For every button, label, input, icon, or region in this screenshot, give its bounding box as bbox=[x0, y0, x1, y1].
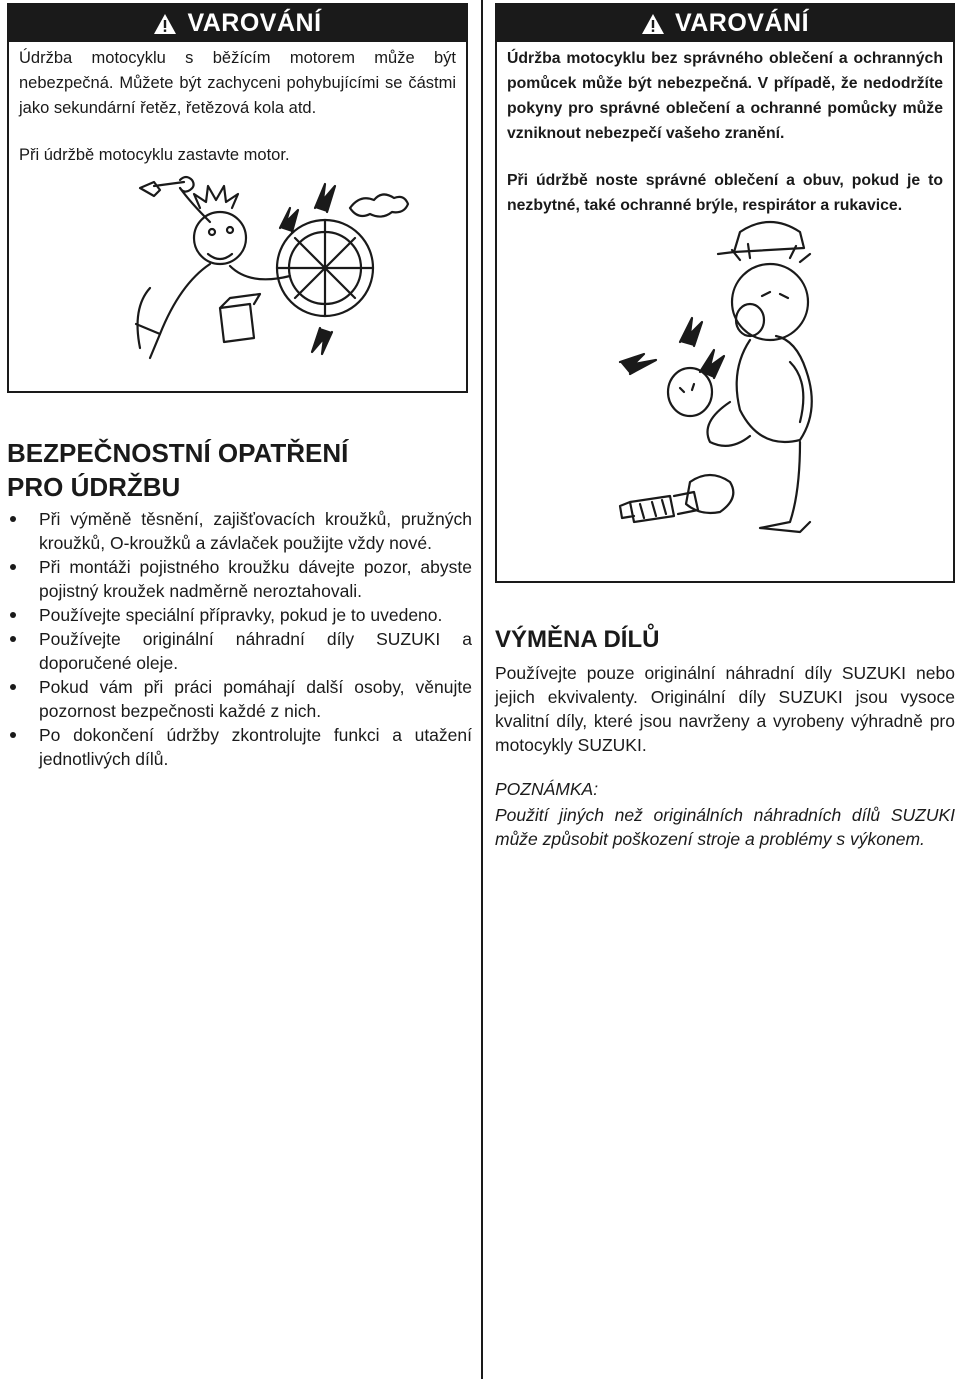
warning-paragraph: Údržba motocyklu bez správného oblečení a ochranných pomůcek může být nebezpečná. V případě, že nedodržíte pokyny pro správné oblečení a ochranné pomůcky může vzniknout nebezpečí vašeho zranění. bbox=[507, 50, 943, 142]
safety-list bbox=[7, 507, 472, 771]
warning-paragraph: Údržba motocyklu s běžícím motorem může být nebezpečná. Můžete být zachyceni pohybujícími se částmi jako sekundární řetěz, řetězová kola atd. bbox=[19, 49, 456, 117]
mechanic-dropped-part-on-foot-illustration bbox=[600, 212, 930, 562]
warning-triangle-icon bbox=[641, 13, 665, 35]
warning-text bbox=[19, 46, 456, 168]
column-divider bbox=[481, 0, 483, 1379]
list-item: Při výměně těsnění, zajišťovacích kroužků, pružných kroužků, O-kroužků a závlaček použijte vždy nové. bbox=[7, 507, 472, 555]
list-item: Používejte speciální přípravky, pokud je to uvedeno. bbox=[7, 603, 472, 627]
safety-title-line1: BEZPEČNOSTNÍ OPATŘENÍ bbox=[7, 438, 349, 468]
warning-header bbox=[9, 5, 466, 42]
warning-title: VAROVÁNÍ bbox=[674, 9, 810, 37]
note-text: Použití jiných než originálních náhradních dílů SUZUKI může způsobit poškození stroje a problémy s výkonem. bbox=[495, 805, 955, 849]
list-item: Při montáži pojistného kroužku dávejte pozor, abyste pojistný kroužek nadměrně neroztahovali. bbox=[7, 555, 472, 603]
parts-section-title: VÝMĚNA DÍLŮ bbox=[495, 626, 660, 653]
warning-header bbox=[497, 5, 953, 42]
list-item: Po dokončení údržby zkontrolujte funkci a utažení jednotlivých dílů. bbox=[7, 723, 472, 771]
safety-section-title bbox=[7, 436, 348, 504]
warning-title: VAROVÁNÍ bbox=[187, 9, 322, 37]
mechanic-caught-in-chain-illustration bbox=[120, 168, 420, 368]
warning-paragraph: Při údržbě noste správné oblečení a obuv, pokud je to nezbytné, také ochranné brýle, respirátor a rukavice. bbox=[507, 172, 943, 214]
warning-text bbox=[507, 46, 943, 218]
safety-title-line2: PRO ÚDRŽBU bbox=[7, 472, 181, 502]
parts-paragraph: Používejte pouze originální náhradní díly SUZUKI nebo jejich ekvivalenty. Originální díly SUZUKI jsou vysoce kvalitní díly, které jsou navrženy a vyrobeny výhradně pro motocykly SUZUKI. bbox=[495, 663, 955, 755]
warning-triangle-icon bbox=[153, 13, 177, 35]
list-item: Pokud vám při práci pomáhají další osoby, věnujte pozornost bezpečnosti každé z nich. bbox=[7, 675, 472, 723]
warning-paragraph: Při údržbě motocyklu zastavte motor. bbox=[19, 146, 290, 164]
note-label: POZNÁMKA: bbox=[495, 779, 599, 799]
list-item: Používejte originální náhradní díly SUZUKI a doporučené oleje. bbox=[7, 627, 472, 675]
